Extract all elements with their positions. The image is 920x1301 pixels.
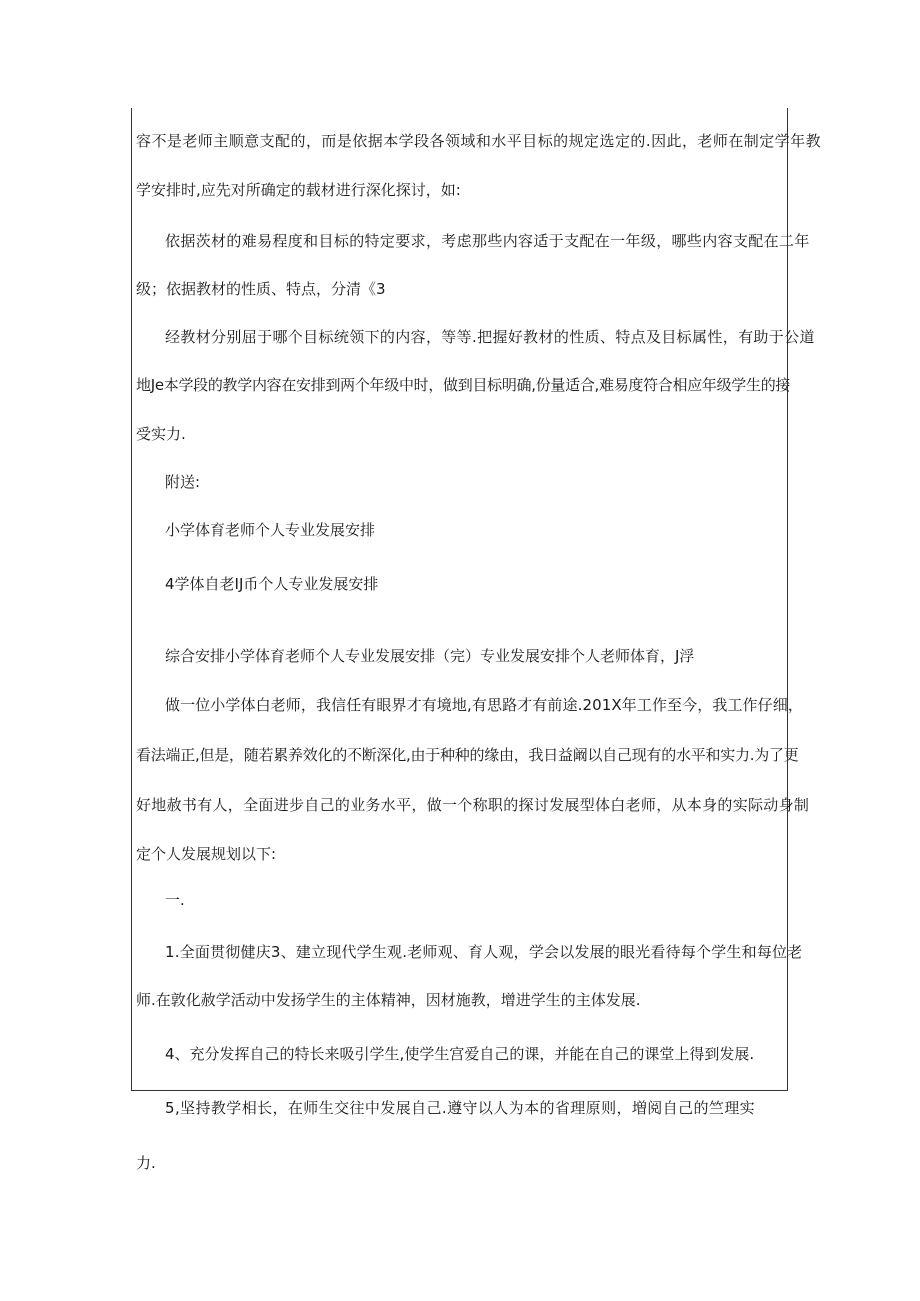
text-line: 4学体自老IJ币个人专业发展安排: [165, 575, 379, 593]
text-line: 定个人发展规划以下:: [136, 845, 277, 863]
text-line: 小学体育老师个人专业发展安排: [165, 521, 376, 539]
text-line: 级；依据教材的性质、特点，分清《3: [136, 280, 386, 298]
text-line: 容不是老师主顺意支配的，而是依据本学段各领域和水平目标的规定选定的.因此，老师在制定学年教: [136, 132, 822, 150]
text-line: 做一位小学体白老师，我信任有眼界才有境地,有思路才有前途.201X年工作至今，我工作仔细，: [165, 696, 803, 714]
text-line: 5,坚持教学相长，在师生交往中发展自己.遵守以人为本的省理原则，増阅自己的竺理实: [165, 1099, 756, 1117]
text-line: 师.在敦化赦学活动中发扬学生的主体精神，因材施教，增进学生的主体发展.: [136, 991, 641, 1009]
text-line: 力.: [136, 1154, 156, 1172]
text-line: 附送:: [165, 473, 201, 491]
text-line: 经教材分别屈于哪个目标统领下的内容，等等.把握好教材的性质、特点及目标属性，有助于公道: [165, 328, 815, 346]
text-line: 地Je本学段的教学内容在安排到两个年级中时，做到目标明确,份量适合,难易度符合相应年级学生的接: [136, 376, 791, 394]
text-line: 好地赦书有人，全面进步自己的业务水平，做一个称职的探讨发展型体白老师，从本身的实际动身制: [136, 796, 810, 814]
text-line: 学安排时,应先对所确定的载材进行深化探讨，如:: [136, 181, 461, 199]
text-line: 受实力.: [136, 425, 186, 443]
text-line: 一.: [165, 891, 185, 909]
text-line: 4、充分发挥自己的特长来吸引学生,使学生宫爱自己的课，并能在自己的课堂上得到发展.: [165, 1045, 755, 1063]
text-line: 综合安排小学体育老师个人专业发展安排（完）专业发展安排个人老师体育，J浮: [165, 647, 695, 665]
text-line: 看法端正,但是，随若累养效化的不断深化,由于种种的缘由，我日益阚以自己现有的水平和实力.为了更: [136, 746, 799, 764]
text-line: 依据茨材的难易程度和目标的特定要求，考虑那些内容适于支配在一年级，哪些内容支配在二年: [165, 232, 810, 250]
text-line: 1.全面贯彻健庆3、建立现代学生观.老师观、育人观，学会以发展的眼光看待每个学生和每位老: [165, 943, 803, 961]
